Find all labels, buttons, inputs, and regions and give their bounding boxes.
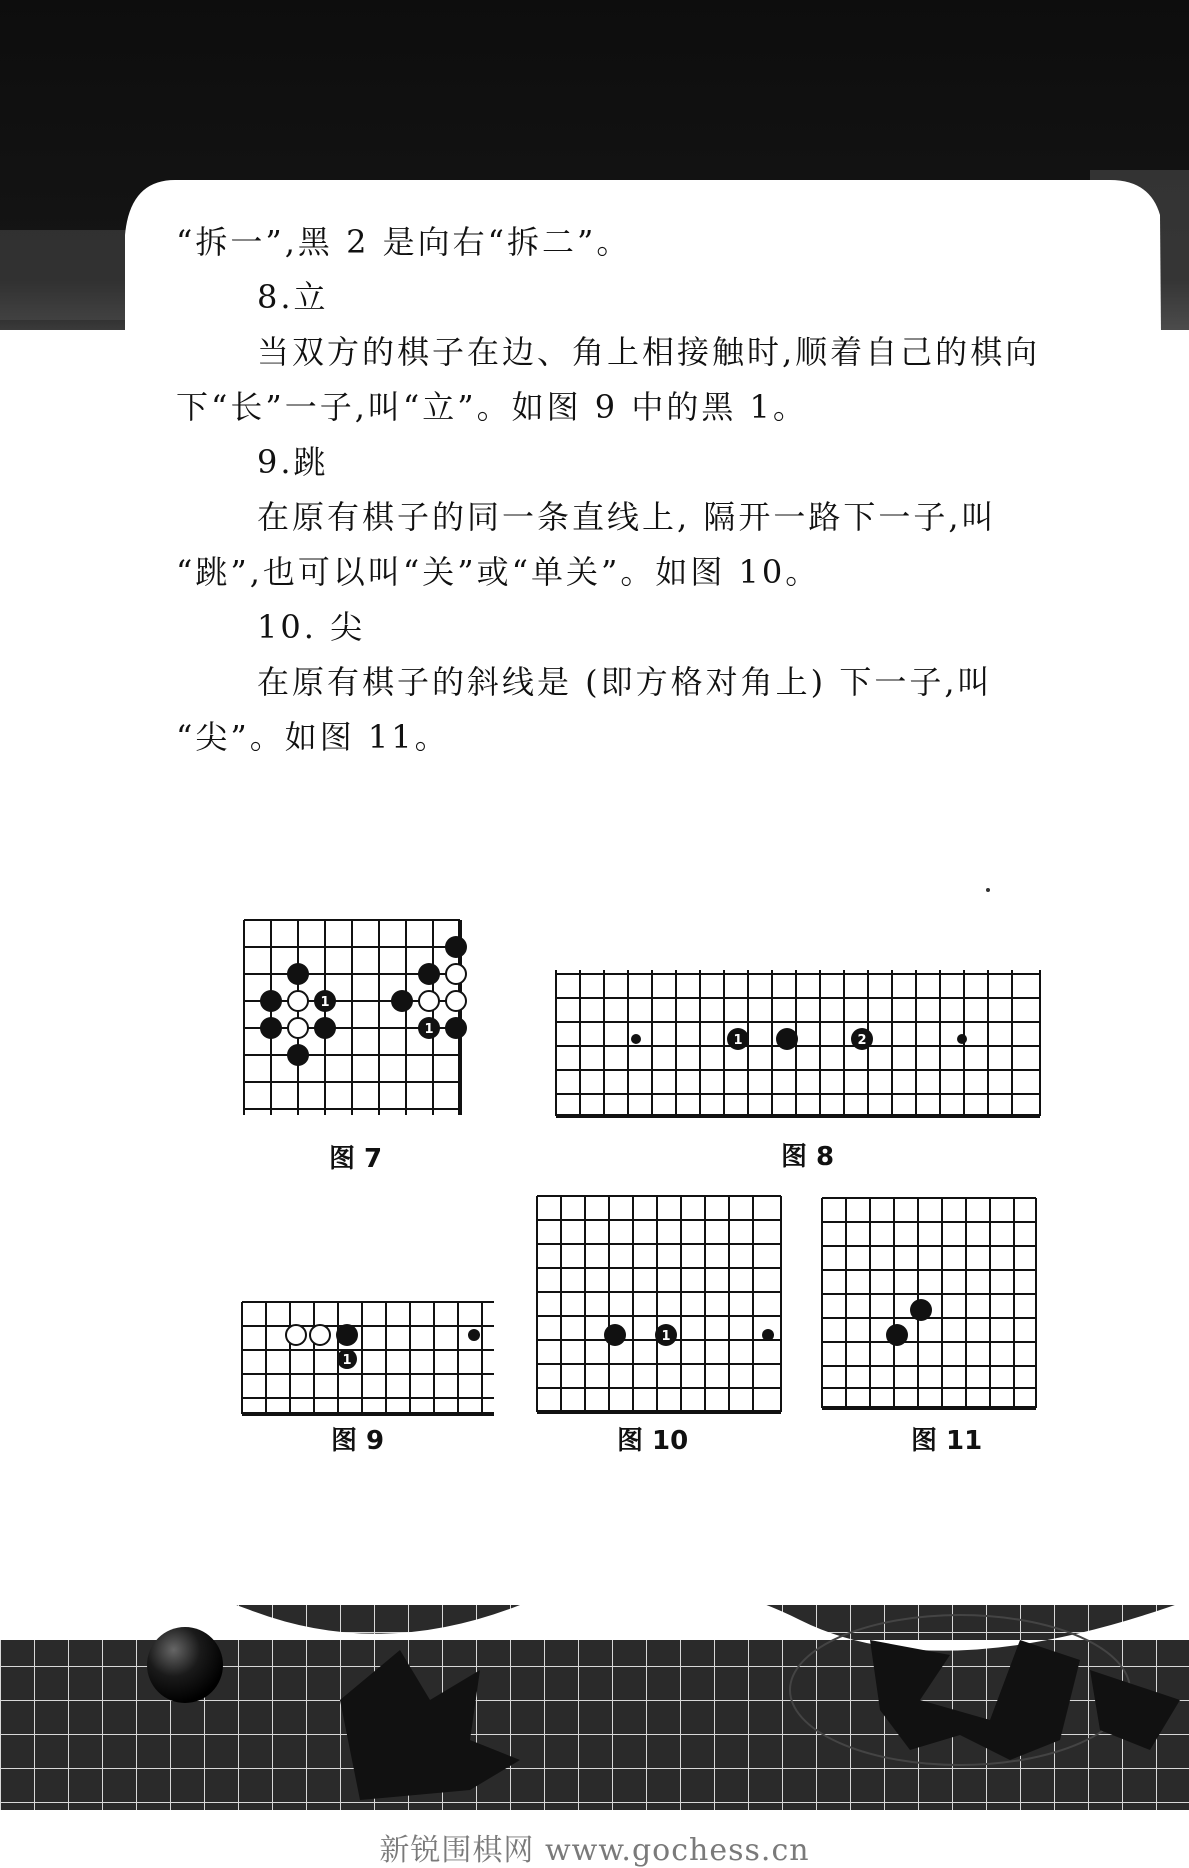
black-stone [886,1324,908,1346]
text-line-9: 在原有棋子的斜线是 (即方格对角上) 下一子,叫 [257,663,993,701]
black-stone [336,1324,358,1346]
stone-label: 1 [733,1033,743,1048]
stone-label: 2 [857,1033,867,1048]
black-stone [287,963,309,985]
figure-10-board [533,1192,783,1422]
black-stone [391,990,413,1012]
black-stone [260,1017,282,1039]
figure-11-caption: 图 11 [911,1426,983,1456]
stone-label: 1 [661,1329,671,1344]
black-stone [287,1044,309,1066]
star-point [468,1329,480,1341]
fig10-grid [537,1196,781,1412]
white-stone [286,1325,306,1345]
figure-8-board [552,970,1044,1122]
white-stone [288,1018,308,1038]
body-text [176,215,1106,765]
fig8-grid [556,970,1040,1116]
black-stone [260,990,282,1012]
black-stone [418,963,440,985]
text-line-6: 在原有棋子的同一条直线上, 隔开一路下一子,叫 [257,498,997,536]
star-point [762,1329,774,1341]
text-line-1: “拆一”,黑 2 是向右“拆二”。 [176,223,632,261]
text-line-4: 下“长”一子,叫“立”。如图 9 中的黑 1。 [176,388,808,426]
figure-9-board [238,1298,498,1420]
stone-label: 1 [342,1353,352,1368]
white-stone [310,1325,330,1345]
black-stone [314,1017,336,1039]
white-stone [288,991,308,1011]
white-stone [419,991,439,1011]
figure-7-caption: 图 7 [329,1144,383,1174]
white-stone [446,991,466,1011]
heading-tiao: 9.跳 [257,443,329,481]
figure-7-board [238,915,498,1125]
site-watermark: 新锐围棋网 www.gochess.cn [379,1833,810,1868]
text-line-10: “尖”。如图 11。 [176,718,450,756]
text-line-3: 当双方的棋子在边、角上相接触时,顺着自己的棋向 [257,333,1041,371]
figure-10-caption: 图 10 [617,1426,689,1456]
star-point [957,1034,967,1044]
go-stone-decoration [147,1627,223,1703]
star-point [631,1034,641,1044]
figure-11-board [818,1194,1040,1414]
figure-8-caption: 图 8 [781,1142,835,1172]
black-stone [776,1028,798,1050]
heading-jian: 10. 尖 [257,608,366,646]
black-stone [445,936,467,958]
text-line-7: “跳”,也可以叫“关”或“单关”。如图 10。 [176,553,821,591]
figure-9-caption: 图 9 [331,1426,385,1456]
white-stone [446,964,466,984]
heading-li: 8.立 [257,278,329,316]
black-stone [445,1017,467,1039]
stone-label: 1 [320,995,330,1010]
black-stone [604,1324,626,1346]
fig9-grid [242,1302,494,1414]
black-stone [910,1299,932,1321]
stone-label: 1 [424,1022,434,1037]
